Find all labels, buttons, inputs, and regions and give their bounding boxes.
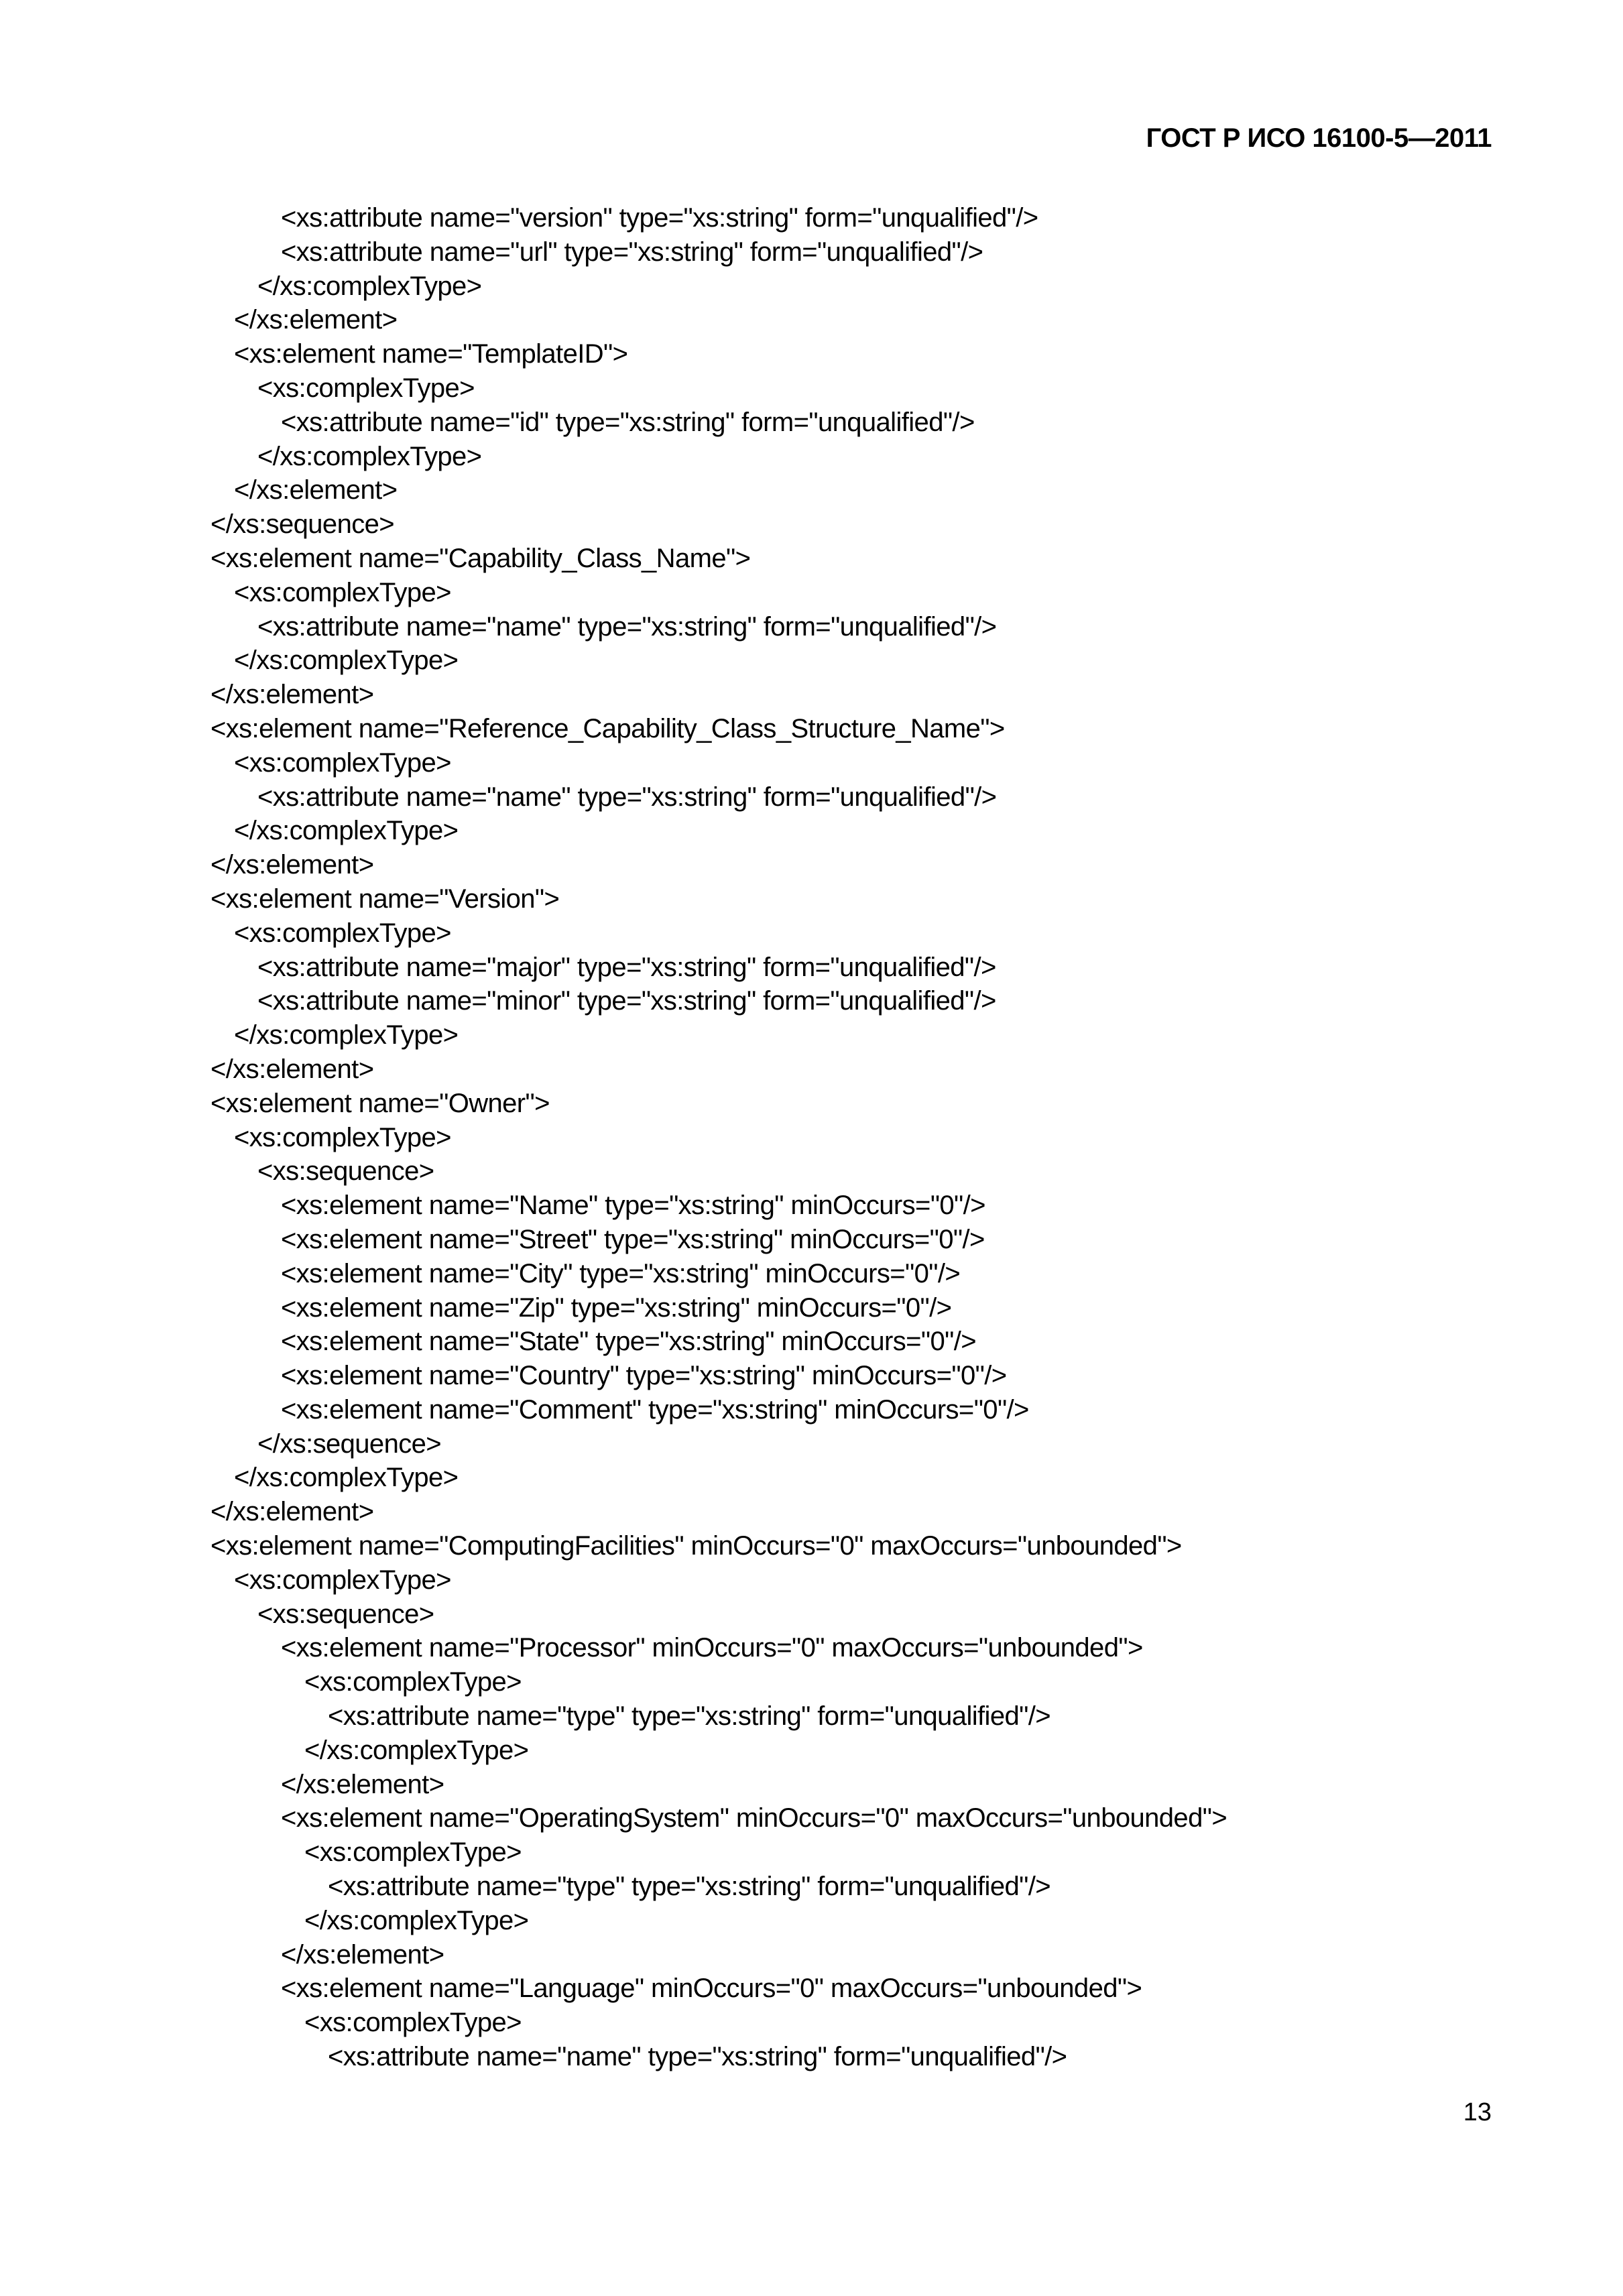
code-line: <xs:attribute name="type" type="xs:string" form="unqualified"/> <box>328 1701 1050 1732</box>
code-line: <xs:element name="State" type="xs:string" minOccurs="0"/> <box>281 1327 977 1357</box>
code-line: </xs:element> <box>211 680 374 710</box>
code-line: </xs:complexType> <box>304 1905 529 1935</box>
code-line: <xs:element name="City" type="xs:string" minOccurs="0"/> <box>281 1258 961 1288</box>
code-line: <xs:complexType> <box>234 747 451 778</box>
code-line: <xs:element name="Language" minOccurs="0" maxOccurs="unbounded"> <box>281 1974 1142 2004</box>
code-line: </xs:element> <box>281 1769 444 1799</box>
code-line: <xs:element name="Zip" type="xs:string" minOccurs="0"/> <box>281 1292 952 1323</box>
code-line: </xs:complexType> <box>234 816 459 846</box>
xml-schema-code-block <box>211 201 1484 2074</box>
code-line: <xs:complexType> <box>257 373 475 403</box>
code-line: <xs:attribute name="name" type="xs:string" form="unqualified"/> <box>328 2042 1067 2072</box>
code-line: <xs:attribute name="name" type="xs:string" form="unqualified"/> <box>257 782 997 812</box>
code-line: </xs:sequence> <box>211 509 395 540</box>
code-line: </xs:complexType> <box>257 441 482 471</box>
code-line: </xs:element> <box>211 1054 374 1084</box>
code-line: </xs:complexType> <box>234 1463 459 1493</box>
code-line: <xs:element name="Country" type="xs:string" minOccurs="0"/> <box>281 1361 1007 1391</box>
code-line: </xs:element> <box>211 850 374 880</box>
code-line: </xs:element> <box>211 1497 374 1527</box>
code-line: <xs:element name="Reference_Capability_Class_Structure_Name"> <box>211 713 1005 743</box>
code-line: <xs:element name="Owner"> <box>211 1088 550 1118</box>
code-line: <xs:sequence> <box>257 1599 434 1629</box>
page-number: 13 <box>1463 2098 1492 2126</box>
code-line: <xs:complexType> <box>234 918 451 948</box>
code-line: <xs:element name="Capability_Class_Name"> <box>211 543 751 573</box>
code-line: <xs:attribute name="type" type="xs:string" form="unqualified"/> <box>328 1872 1050 1902</box>
code-line: <xs:complexType> <box>304 2008 522 2038</box>
page-header-standard-id: ГОСТ Р ИСО 16100-5—2011 <box>1146 123 1492 153</box>
code-line: <xs:element name="Processor" minOccurs="0" maxOccurs="unbounded"> <box>281 1633 1143 1663</box>
code-line: <xs:element name="ComputingFacilities" minOccurs="0" maxOccurs="unbounded"> <box>211 1531 1182 1561</box>
code-line: <xs:attribute name="minor" type="xs:string" form="unqualified"/> <box>257 986 996 1016</box>
code-line: </xs:complexType> <box>234 646 459 676</box>
code-line: </xs:complexType> <box>234 1020 459 1050</box>
code-line: </xs:element> <box>234 305 398 335</box>
code-line: <xs:element name="OperatingSystem" minOccurs="0" maxOccurs="unbounded"> <box>281 1803 1227 1833</box>
code-line: <xs:complexType> <box>234 577 451 607</box>
code-line: <xs:sequence> <box>257 1156 434 1187</box>
code-line: </xs:complexType> <box>257 271 482 301</box>
code-line: </xs:sequence> <box>257 1429 442 1459</box>
code-line: </xs:element> <box>234 475 398 505</box>
code-line: <xs:complexType> <box>234 1122 451 1152</box>
code-line: </xs:element> <box>281 1939 444 1970</box>
code-line: </xs:complexType> <box>304 1735 529 1765</box>
code-line: <xs:element name="TemplateID"> <box>234 339 628 369</box>
code-line: <xs:complexType> <box>304 1837 522 1868</box>
code-line: <xs:attribute name="major" type="xs:string" form="unqualified"/> <box>257 952 996 982</box>
code-line: <xs:attribute name="name" type="xs:string" form="unqualified"/> <box>257 611 997 642</box>
code-line: <xs:complexType> <box>234 1565 451 1595</box>
code-line: <xs:element name="Street" type="xs:string" minOccurs="0"/> <box>281 1224 985 1254</box>
code-line: <xs:element name="Version"> <box>211 884 560 914</box>
code-line: <xs:element name="Comment" type="xs:string" minOccurs="0"/> <box>281 1394 1029 1425</box>
code-line: <xs:attribute name="id" type="xs:string" form="unqualified"/> <box>281 407 975 437</box>
code-line: <xs:attribute name="version" type="xs:string" form="unqualified"/> <box>281 203 1038 233</box>
code-line: <xs:complexType> <box>304 1667 522 1697</box>
code-line: <xs:attribute name="url" type="xs:string" form="unqualified"/> <box>281 237 983 267</box>
code-line: <xs:element name="Name" type="xs:string" minOccurs="0"/> <box>281 1191 985 1221</box>
